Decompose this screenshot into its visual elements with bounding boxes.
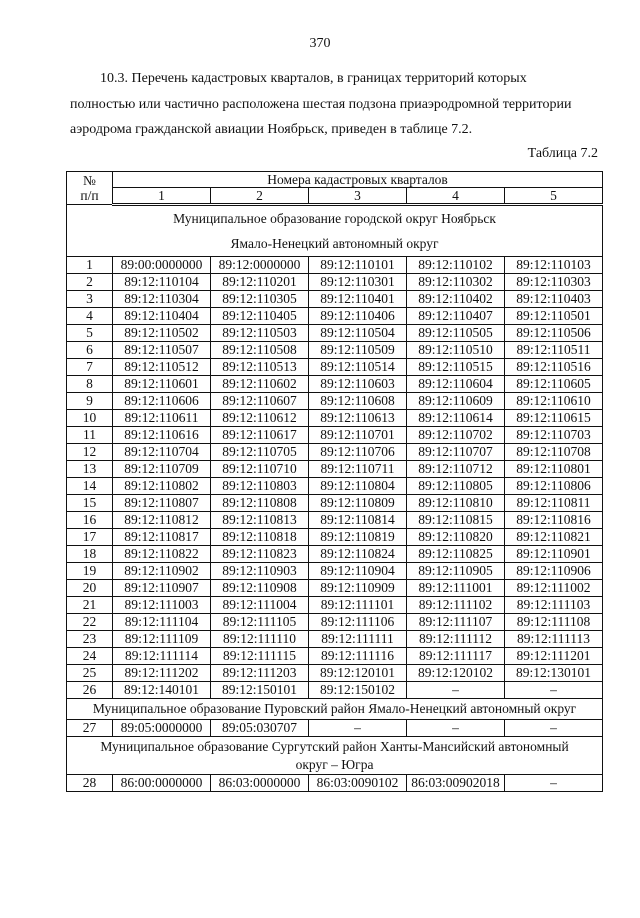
table-row <box>67 461 603 478</box>
cadastral-quarter-cell: 89:12:110801 <box>505 461 603 478</box>
cadastral-quarter-cell: 89:12:110515 <box>407 359 505 376</box>
cadastral-quarter-cell: 89:12:110706 <box>309 444 407 461</box>
table-row <box>67 393 603 410</box>
cadastral-quarter-cell: 89:12:110404 <box>113 308 211 325</box>
cadastral-quarter-cell: 89:12:110610 <box>505 393 603 410</box>
cadastral-quarter-cell: 89:12:110705 <box>211 444 309 461</box>
cadastral-quarter-cell: 89:12:150102 <box>309 682 407 699</box>
header-col-1: 1 <box>113 188 211 205</box>
cadastral-quarter-cell: 89:12:110909 <box>309 580 407 597</box>
row-number-cell: 24 <box>67 648 113 665</box>
header-col-5: 5 <box>505 188 603 205</box>
cadastral-quarter-cell: 89:12:110504 <box>309 325 407 342</box>
cadastral-quarter-cell: 89:12:110615 <box>505 410 603 427</box>
cadastral-quarter-cell: 89:12:110822 <box>113 546 211 563</box>
cadastral-quarter-cell: 89:12:110825 <box>407 546 505 563</box>
cadastral-quarter-cell: 89:12:110614 <box>407 410 505 427</box>
row-number-cell: 15 <box>67 495 113 512</box>
cadastral-quarter-cell: 86:03:0000000 <box>211 775 309 792</box>
cadastral-quarter-cell: 89:12:110512 <box>113 359 211 376</box>
cadastral-quarter-cell: 89:12:110908 <box>211 580 309 597</box>
row-number-cell: 1 <box>67 257 113 274</box>
cadastral-quarter-cell: 89:12:110802 <box>113 478 211 495</box>
row-number-cell: 18 <box>67 546 113 563</box>
table-row <box>67 720 603 737</box>
cadastral-quarter-cell: 89:12:111117 <box>407 648 505 665</box>
cadastral-quarter-cell: 89:12:111110 <box>211 631 309 648</box>
cadastral-quarter-cell: 89:12:110818 <box>211 529 309 546</box>
row-number-cell: 9 <box>67 393 113 410</box>
header-number-top: № <box>83 173 96 188</box>
cadastral-quarter-cell: 89:12:110820 <box>407 529 505 546</box>
cadastral-quarter-cell: – <box>505 775 603 792</box>
row-number-cell: 27 <box>67 720 113 737</box>
row-number-cell: 7 <box>67 359 113 376</box>
cadastral-quarter-cell: 89:12:111112 <box>407 631 505 648</box>
cadastral-quarter-cell: 89:12:111109 <box>113 631 211 648</box>
group-1-line-1: Муниципальное образование городской округ Ноябрьск <box>173 211 496 226</box>
cadastral-quarter-cell: 89:12:110613 <box>309 410 407 427</box>
cadastral-quarter-cell: 89:12:110607 <box>211 393 309 410</box>
cadastral-quarter-cell: 89:12:111101 <box>309 597 407 614</box>
table-row <box>67 631 603 648</box>
table-row <box>67 563 603 580</box>
cadastral-quarter-cell: 89:12:110807 <box>113 495 211 512</box>
row-number-cell: 12 <box>67 444 113 461</box>
table-row <box>67 427 603 444</box>
cadastral-quarter-cell: 89:12:110811 <box>505 495 603 512</box>
cadastral-quarter-cell: 89:12:110201 <box>211 274 309 291</box>
cadastral-quarter-cell: 89:12:110813 <box>211 512 309 529</box>
cadastral-quarter-cell: 89:12:111105 <box>211 614 309 631</box>
header-title: Номера кадастровых кварталов <box>113 172 603 188</box>
cadastral-quarter-cell: 89:12:110808 <box>211 495 309 512</box>
cadastral-quarter-cell: 89:12:111107 <box>407 614 505 631</box>
cadastral-quarter-cell: 89:12:110823 <box>211 546 309 563</box>
table-row <box>67 775 603 792</box>
cadastral-quarter-cell: 89:05:030707 <box>211 720 309 737</box>
row-number-cell: 16 <box>67 512 113 529</box>
row-number-cell: 21 <box>67 597 113 614</box>
cadastral-quarter-cell: 89:12:110301 <box>309 274 407 291</box>
row-number-cell: 20 <box>67 580 113 597</box>
row-number-cell: 3 <box>67 291 113 308</box>
cadastral-quarter-cell: 89:12:110510 <box>407 342 505 359</box>
cadastral-quarter-cell: 89:12:130101 <box>505 665 603 682</box>
row-number-cell: 28 <box>67 775 113 792</box>
row-number-cell: 22 <box>67 614 113 631</box>
cadastral-quarter-cell: 89:12:110104 <box>113 274 211 291</box>
cadastral-quarter-cell: 86:03:00902018 <box>407 775 505 792</box>
cadastral-quarter-cell: – <box>505 720 603 737</box>
cadastral-quarters-table <box>66 171 603 792</box>
table-row <box>67 444 603 461</box>
table-row <box>67 410 603 427</box>
cadastral-quarter-cell: 89:12:111202 <box>113 665 211 682</box>
group-heading-1 <box>67 205 603 257</box>
cadastral-quarter-cell: 89:12:111103 <box>505 597 603 614</box>
cadastral-quarter-cell: 89:12:111104 <box>113 614 211 631</box>
cadastral-quarter-cell: 89:12:110407 <box>407 308 505 325</box>
cadastral-quarter-cell: 89:12:110609 <box>407 393 505 410</box>
cadastral-quarter-cell: 89:12:110516 <box>505 359 603 376</box>
cadastral-quarter-cell: 89:12:110701 <box>309 427 407 444</box>
cadastral-quarter-cell: 89:12:110406 <box>309 308 407 325</box>
cadastral-quarter-cell: 89:12:110902 <box>113 563 211 580</box>
row-number-cell: 5 <box>67 325 113 342</box>
table-row <box>67 597 603 614</box>
table-row <box>67 512 603 529</box>
cadastral-quarter-cell: 89:12:110508 <box>211 342 309 359</box>
cadastral-quarter-cell: 89:12:110815 <box>407 512 505 529</box>
cadastral-quarter-cell: – <box>407 682 505 699</box>
cadastral-quarter-cell: 89:12:0000000 <box>211 257 309 274</box>
cadastral-quarter-cell: 89:12:110819 <box>309 529 407 546</box>
row-number-cell: 10 <box>67 410 113 427</box>
cadastral-quarter-cell: – <box>505 682 603 699</box>
cadastral-quarter-cell: 89:12:110702 <box>407 427 505 444</box>
cadastral-quarter-cell: 89:12:111203 <box>211 665 309 682</box>
cadastral-quarter-cell: 89:12:110402 <box>407 291 505 308</box>
cadastral-quarter-cell: 89:12:111001 <box>407 580 505 597</box>
table-row <box>67 546 603 563</box>
cadastral-quarter-cell: 89:12:111115 <box>211 648 309 665</box>
cadastral-quarter-cell: 89:12:111004 <box>211 597 309 614</box>
intro-line-2: полностью или частично расположена шестая подзона приаэродромной территории <box>70 96 572 112</box>
cadastral-quarter-cell: 89:12:110803 <box>211 478 309 495</box>
table-row <box>67 682 603 699</box>
header-col-4: 4 <box>407 188 505 205</box>
cadastral-quarter-cell: 89:12:110605 <box>505 376 603 393</box>
cadastral-quarter-cell: 89:12:111002 <box>505 580 603 597</box>
cadastral-quarter-cell: 89:12:110501 <box>505 308 603 325</box>
cadastral-quarter-cell: 89:12:110602 <box>211 376 309 393</box>
header-number-bottom: п/п <box>80 188 99 203</box>
cadastral-quarter-cell: 89:12:110711 <box>309 461 407 478</box>
cadastral-quarter-cell: 89:12:110904 <box>309 563 407 580</box>
header-col-3: 3 <box>309 188 407 205</box>
row-number-cell: 26 <box>67 682 113 699</box>
cadastral-quarter-cell: 89:12:140101 <box>113 682 211 699</box>
cadastral-quarter-cell: 89:12:110505 <box>407 325 505 342</box>
page-number: 370 <box>309 36 331 51</box>
cadastral-quarter-cell: 89:12:111102 <box>407 597 505 614</box>
header-number <box>67 172 113 205</box>
cadastral-quarter-cell: 89:12:111003 <box>113 597 211 614</box>
cadastral-quarter-cell: 89:12:110302 <box>407 274 505 291</box>
cadastral-quarter-cell: – <box>407 720 505 737</box>
cadastral-quarter-cell: 86:00:0000000 <box>113 775 211 792</box>
cadastral-quarter-cell: 89:12:110710 <box>211 461 309 478</box>
row-number-cell: 13 <box>67 461 113 478</box>
cadastral-quarter-cell: 89:12:110703 <box>505 427 603 444</box>
cadastral-quarter-cell: 89:12:110603 <box>309 376 407 393</box>
cadastral-quarter-cell: 89:12:110506 <box>505 325 603 342</box>
table-row <box>67 274 603 291</box>
table-row <box>67 308 603 325</box>
group-1-line-2: Ямало-Ненецкий автономный округ <box>230 236 439 251</box>
cadastral-quarter-cell: 89:12:110612 <box>211 410 309 427</box>
table-row <box>67 495 603 512</box>
group-3-line-2: округ – Югра <box>295 757 374 772</box>
cadastral-quarter-cell: 89:12:110806 <box>505 478 603 495</box>
cadastral-quarter-cell: 89:12:110816 <box>505 512 603 529</box>
row-number-cell: 25 <box>67 665 113 682</box>
cadastral-quarter-cell: 89:12:111108 <box>505 614 603 631</box>
table-row <box>67 291 603 308</box>
table-row <box>67 359 603 376</box>
table-row <box>67 376 603 393</box>
cadastral-quarter-cell: 86:03:0090102 <box>309 775 407 792</box>
header-col-2: 2 <box>211 188 309 205</box>
cadastral-quarter-cell: 89:12:111116 <box>309 648 407 665</box>
row-number-cell: 8 <box>67 376 113 393</box>
cadastral-quarter-cell: 89:12:110503 <box>211 325 309 342</box>
cadastral-quarter-cell: 89:12:110616 <box>113 427 211 444</box>
cadastral-quarter-cell: 89:12:150101 <box>211 682 309 699</box>
cadastral-quarter-cell: 89:12:110901 <box>505 546 603 563</box>
cadastral-quarter-cell: 89:12:110511 <box>505 342 603 359</box>
cadastral-quarter-cell: 89:12:110906 <box>505 563 603 580</box>
cadastral-quarter-cell: 89:12:110304 <box>113 291 211 308</box>
table-row <box>67 257 603 274</box>
cadastral-quarter-cell: 89:12:110812 <box>113 512 211 529</box>
table-row <box>67 614 603 631</box>
cadastral-quarter-cell: 89:12:110810 <box>407 495 505 512</box>
cadastral-quarter-cell: 89:12:110817 <box>113 529 211 546</box>
cadastral-quarter-cell: 89:12:110804 <box>309 478 407 495</box>
cadastral-quarter-cell: 89:12:110103 <box>505 257 603 274</box>
cadastral-quarter-cell: 89:12:110514 <box>309 359 407 376</box>
cadastral-quarter-cell: 89:12:110611 <box>113 410 211 427</box>
cadastral-quarter-cell: 89:12:111111 <box>309 631 407 648</box>
cadastral-quarter-cell: 89:12:110601 <box>113 376 211 393</box>
row-number-cell: 6 <box>67 342 113 359</box>
cadastral-quarter-cell: 89:12:120101 <box>309 665 407 682</box>
cadastral-quarter-cell: 89:12:110102 <box>407 257 505 274</box>
cadastral-quarter-cell: 89:05:0000000 <box>113 720 211 737</box>
cadastral-quarter-cell: 89:12:120102 <box>407 665 505 682</box>
cadastral-quarter-cell: 89:12:110907 <box>113 580 211 597</box>
table-row <box>67 580 603 597</box>
cadastral-quarter-cell: 89:12:110502 <box>113 325 211 342</box>
table-row <box>67 529 603 546</box>
row-number-cell: 4 <box>67 308 113 325</box>
cadastral-quarter-cell: 89:12:110401 <box>309 291 407 308</box>
cadastral-quarter-cell: 89:12:110509 <box>309 342 407 359</box>
cadastral-quarter-cell: 89:12:111106 <box>309 614 407 631</box>
cadastral-quarter-cell: 89:12:110805 <box>407 478 505 495</box>
cadastral-quarter-cell: 89:12:110606 <box>113 393 211 410</box>
cadastral-quarter-cell: 89:12:110709 <box>113 461 211 478</box>
cadastral-quarter-cell: 89:12:110821 <box>505 529 603 546</box>
cadastral-quarter-cell: 89:12:111114 <box>113 648 211 665</box>
cadastral-quarter-cell: 89:12:110303 <box>505 274 603 291</box>
row-number-cell: 11 <box>67 427 113 444</box>
table-row <box>67 478 603 495</box>
table-row <box>67 665 603 682</box>
group-heading-2: Муниципальное образование Пуровский район Ямало-Ненецкий автономный округ <box>67 699 603 720</box>
cadastral-quarter-cell: 89:12:110824 <box>309 546 407 563</box>
row-number-cell: 14 <box>67 478 113 495</box>
cadastral-quarter-cell: 89:12:110604 <box>407 376 505 393</box>
table-row <box>67 648 603 665</box>
cadastral-quarter-cell: 89:12:110405 <box>211 308 309 325</box>
cadastral-quarter-cell: – <box>309 720 407 737</box>
row-number-cell: 2 <box>67 274 113 291</box>
intro-line-3: аэродрома гражданской авиации Ноябрьск, приведен в таблице 7.2. <box>70 122 473 137</box>
cadastral-quarter-cell: 89:12:111113 <box>505 631 603 648</box>
cadastral-quarter-cell: 89:12:110712 <box>407 461 505 478</box>
cadastral-quarter-cell: 89:12:110403 <box>505 291 603 308</box>
cadastral-quarter-cell: 89:12:110708 <box>505 444 603 461</box>
cadastral-quarter-cell: 89:12:110903 <box>211 563 309 580</box>
table-caption: Таблица 7.2 <box>527 146 598 161</box>
cadastral-quarter-cell: 89:12:110507 <box>113 342 211 359</box>
intro-paragraph <box>70 66 600 143</box>
cadastral-quarter-cell: 89:12:110305 <box>211 291 309 308</box>
row-number-cell: 19 <box>67 563 113 580</box>
group-3-line-1: Муниципальное образование Сургутский район Ханты-Мансийский автономный <box>100 739 569 754</box>
cadastral-quarter-cell: 89:12:110905 <box>407 563 505 580</box>
cadastral-quarter-cell: 89:12:110814 <box>309 512 407 529</box>
cadastral-quarter-cell: 89:12:110707 <box>407 444 505 461</box>
row-number-cell: 17 <box>67 529 113 546</box>
cadastral-quarter-cell: 89:00:0000000 <box>113 257 211 274</box>
row-number-cell: 23 <box>67 631 113 648</box>
cadastral-quarter-cell: 89:12:110704 <box>113 444 211 461</box>
cadastral-quarter-cell: 89:12:110617 <box>211 427 309 444</box>
group-heading-3 <box>67 737 603 775</box>
cadastral-quarter-cell: 89:12:111201 <box>505 648 603 665</box>
cadastral-quarter-cell: 89:12:110513 <box>211 359 309 376</box>
intro-line-1: 10.3. Перечень кадастровых кварталов, в границах территорий которых <box>100 71 527 86</box>
cadastral-quarter-cell: 89:12:110608 <box>309 393 407 410</box>
table-row <box>67 342 603 359</box>
cadastral-quarter-cell: 89:12:110101 <box>309 257 407 274</box>
cadastral-quarter-cell: 89:12:110809 <box>309 495 407 512</box>
table-row <box>67 325 603 342</box>
